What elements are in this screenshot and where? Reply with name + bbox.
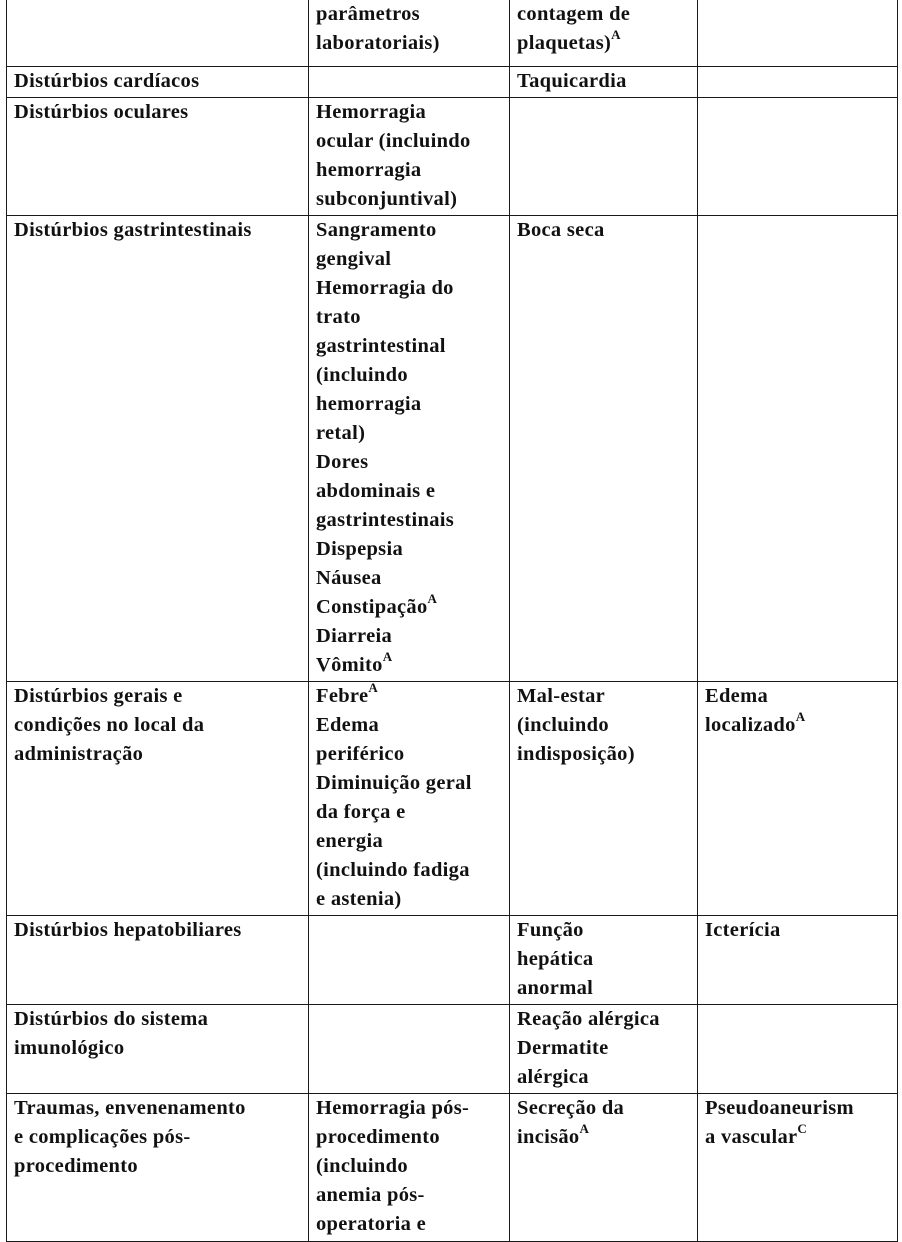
freq-cell-3 — [510, 215, 698, 681]
cell-text: Edema — [705, 684, 768, 707]
freq-cell-3 — [510, 1004, 698, 1093]
cell-text: anormal — [517, 976, 594, 999]
cell-text: Diarreia — [316, 624, 393, 647]
table-row — [7, 215, 898, 681]
cell-text: Constipação — [316, 595, 428, 618]
cell-text: incisão — [517, 1125, 580, 1148]
cell-text: Pseudoaneurism — [705, 1096, 854, 1119]
table-row — [7, 66, 898, 97]
organ-label: condições no local da — [14, 713, 205, 736]
cell-text-with-sup — [316, 648, 503, 680]
cell-text: gastrintestinal — [316, 334, 446, 357]
organ-label: Distúrbios gastrintestinais — [14, 218, 252, 241]
organ-cell — [7, 66, 309, 97]
freq-cell-4 — [698, 0, 898, 66]
cell-text-with-sup — [316, 679, 503, 711]
cell-text: Dermatite — [517, 1036, 609, 1059]
footnote-marker: A — [579, 1120, 590, 1136]
cell-text: alérgica — [517, 1065, 589, 1088]
freq-cell-2 — [309, 915, 510, 1004]
cell-text-with-sup — [517, 29, 691, 58]
cell-text: retal) — [316, 421, 366, 444]
freq-cell-3 — [510, 97, 698, 215]
footnote-marker: C — [797, 1120, 808, 1136]
cell-text: Icterícia — [705, 918, 781, 941]
organ-label: Distúrbios cardíacos — [14, 69, 200, 92]
freq-cell-4 — [698, 681, 898, 915]
footnote-marker: A — [427, 590, 438, 606]
cell-text: parâmetros — [316, 3, 420, 25]
organ-label: Distúrbios do sistema — [14, 1007, 209, 1030]
freq-cell-3 — [510, 681, 698, 915]
cell-text: gastrintestinais — [316, 508, 455, 531]
freq-cell-4 — [698, 97, 898, 215]
organ-label: Traumas, envenenamento — [14, 1096, 246, 1119]
footnote-marker: A — [611, 27, 621, 43]
cell-text: Boca seca — [517, 218, 605, 241]
table-row — [7, 1004, 898, 1093]
cell-text: da força e — [316, 800, 406, 823]
organ-cell — [7, 915, 309, 1004]
cell-text: Febre — [316, 684, 369, 707]
organ-label: Distúrbios gerais e — [14, 684, 183, 707]
freq-cell-4 — [698, 915, 898, 1004]
cell-text: operatoria e — [316, 1212, 427, 1235]
cell-text: Mal-estar — [517, 684, 606, 707]
cell-text: Função — [517, 918, 584, 941]
footnote-marker: A — [795, 708, 806, 724]
organ-cell — [7, 681, 309, 915]
cell-text: plaquetas) — [517, 32, 612, 54]
cell-text: Hemorragia pós- — [316, 1096, 470, 1119]
organ-cell — [7, 1093, 309, 1241]
freq-cell-4 — [698, 215, 898, 681]
cell-text: Náusea — [316, 566, 382, 589]
table-row — [7, 0, 898, 66]
cell-text: abdominais e — [316, 479, 436, 502]
cell-text: Dores — [316, 450, 369, 473]
cell-text: (incluindo — [517, 713, 609, 736]
freq-cell-2 — [309, 0, 510, 66]
freq-cell-4 — [698, 66, 898, 97]
cell-text: subconjuntival) — [316, 187, 458, 210]
cell-text: localizado — [705, 713, 796, 736]
cell-text: Hemorragia — [316, 100, 427, 123]
cell-text: ocular (incluindo — [316, 129, 471, 152]
cell-text: contagem de — [517, 3, 631, 25]
cell-text: Secreção da — [517, 1096, 625, 1119]
cell-text: laboratoriais) — [316, 32, 440, 54]
organ-cell — [7, 1004, 309, 1093]
cell-text: Reação alérgica — [517, 1007, 660, 1030]
cell-text-with-sup — [517, 1120, 691, 1152]
freq-cell-3 — [510, 1093, 698, 1241]
freq-cell-4 — [698, 1004, 898, 1093]
organ-label: Distúrbios oculares — [14, 100, 189, 123]
organ-label: procedimento — [14, 1154, 138, 1177]
cell-text: (incluindo — [316, 1154, 408, 1177]
adverse-reactions-table — [6, 0, 898, 1242]
freq-cell-4 — [698, 1093, 898, 1241]
cell-text: Hemorragia do — [316, 276, 454, 299]
cell-text-with-sup — [316, 590, 503, 622]
cell-text: Edema — [316, 713, 379, 736]
cell-text-with-sup — [705, 1120, 891, 1152]
cell-text: a vascular — [705, 1125, 798, 1148]
table-row — [7, 97, 898, 215]
cell-text: Sangramento — [316, 218, 437, 241]
table-row — [7, 915, 898, 1004]
cell-text-with-sup — [705, 708, 891, 740]
cell-text: indisposição) — [517, 742, 635, 765]
freq-cell-2 — [309, 66, 510, 97]
freq-cell-3 — [510, 66, 698, 97]
freq-cell-3 — [510, 0, 698, 66]
organ-cell — [7, 0, 309, 66]
cell-text: Dispepsia — [316, 537, 404, 560]
cell-text: trato — [316, 305, 361, 328]
cell-text: (incluindo fadiga — [316, 858, 470, 881]
freq-cell-2 — [309, 1093, 510, 1241]
organ-label: e complicações pós- — [14, 1125, 191, 1148]
freq-cell-2 — [309, 1004, 510, 1093]
cell-text: periférico — [316, 742, 405, 765]
footnote-marker: A — [382, 648, 393, 664]
organ-cell — [7, 215, 309, 681]
cell-text: (incluindo — [316, 363, 408, 386]
table-row — [7, 1093, 898, 1241]
cell-text: hemorragia — [316, 158, 422, 181]
cell-text: hemorragia — [316, 392, 422, 415]
freq-cell-2 — [309, 681, 510, 915]
cell-text: energia — [316, 829, 383, 852]
cell-text: e astenia) — [316, 887, 402, 910]
cell-text: procedimento — [316, 1125, 440, 1148]
organ-label: imunológico — [14, 1036, 125, 1059]
organ-label: administração — [14, 742, 144, 765]
cell-text: anemia pós- — [316, 1183, 425, 1206]
cell-text: Vômito — [316, 653, 383, 676]
organ-cell — [7, 97, 309, 215]
freq-cell-3 — [510, 915, 698, 1004]
cell-text: gengival — [316, 247, 392, 270]
cell-text: Diminuição geral — [316, 771, 472, 794]
freq-cell-2 — [309, 215, 510, 681]
footnote-marker: A — [368, 679, 379, 695]
freq-cell-2 — [309, 97, 510, 215]
cell-text: Taquicardia — [517, 69, 627, 92]
table-row — [7, 681, 898, 915]
cell-text: hepática — [517, 947, 594, 970]
organ-label: Distúrbios hepatobiliares — [14, 918, 242, 941]
